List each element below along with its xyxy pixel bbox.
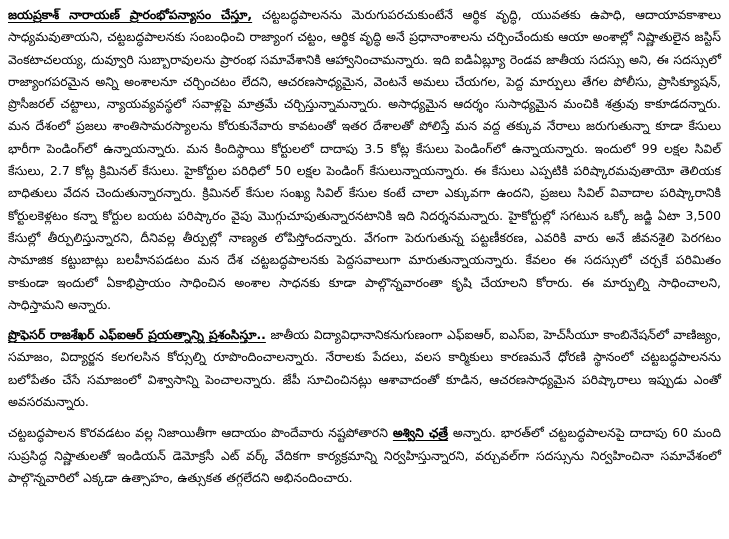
paragraph-body: చట్టబద్ధపాలనను మెరుగుపరచుకుంటేనే ఆర్థిక వృద్ధి, యువతకు ఉపాధి, ఆదాయావకాశాలు సాధ్యమవుతాయని, చట్టబద్ధపాలనకు సంబంధించి రాజ్యాంగ చట్టం, ఆర్థిక వృద్ధి అనే ప్రధానాంశాలను చర్చించేందుకు ఆయా అంశాల్లో నిష్ణాతులైన జస్టిస్ వెంకటాచలయ్య, దువ్వూరి సుబ్బారావులను ప్రారంభ సమావేశానికి ఆహ్వానించామన్నారు. ఇది ఐడిఏబ్ల్యూ రెండవ జాతీయ సదస్సు అని, ఈ సదస్సులో రాజ్యాంగపరమైన అన్ని అంశాలనూ చర్చించటం లేదని, ఆచరణసాధ్యమైన, వెంటనే అమలు చేయగల, పెద్ద మార్పులు తేగల పోలీసు, ప్రాసిక్యూషన్, ప్రొసీజరల్ చట్టాలు, న్యాయవ్యవస్థలో సవాళ్లపై మాత్రమే చర్చిస్తున్నామన్నారు. అసాధ్యమైన ఆదర్శం సుసాధ్యమైన మంచికి శత్రువు కాకూడదన్నారు. మన దేశంలో ప్రజలు శాంతిసామరస్యాలను కోరుకునేవారు కావటంతో ఇతర దేశాలతో పోలిస్తే మన వద్ద తక్కువ నేరాలు జరుగుతున్నా కూడా కేసులు భారీగా పెండింగ్‌లో ఉన్నాయన్నారు. మన కిందిస్థాయి కోర్టులలో దాదాపు 3.5 కోట్ల కేసులు పెండింగ్‌లో ఉన్నాయన్నారు. ఇందులో 99 లక్షల సివిల్ కేసులు, 2.7 కోట్ల క్రిమినల్ కేసులు. హైకోర్టుల పరిధిలో 50 లక్షల పెండింగ్ కేసులున్నాయన్నారు. ఈ కేసులు ఎప్పటికి పరిష్కారమవుతాయో తెలియక బాధితులు వేదన చెందుతున్నారన్నారు. క్రిమినల్ కేసుల సంఖ్య సివిల్ కేసుల కంటే చాలా ఎక్కువగా ఉందని, ప్రజలు సివిల్ వివాదాల పరిష్కారానికి కోర్టులకెళ్లటం కన్నా కోర్టుల బయట పరిష్కారం వైపు మొగ్గుచూపుతున్నారనటానికి ఇది నిదర్శనమన్నారు. హైకోర్టుల్లో సగటున ఒక్కో జడ్జి ఏటా 3,500 కేసుల్లో తీర్పులిస్తున్నారని, దీనివల్ల తీర్పుల్లో నాణ్యత లోపిస్తోందన్నారు. వేగంగా పెరుగుతున్న పట్టణీకరణ, ఎవరికి వారు అనే జీవనశైలి పెరగటం సామాజిక కట్టుబాట్లు బలహీనపడటం మన దేశ చట్టబద్ధపాలనకు పెద్దసవాలుగా మారుతున్నాయన్నారు. కేవలం ఈ సదస్సులో చర్చకే పరిమితం కాకుండా ఇందులో ఏకాభిప్రాయం సాధించిన అంశాల సాధనకు కూడా పాల్గొన్నవారంతా కృషి చేయాలని కోరారు. ఈ మార్పుల్ని సాధించాలని, సాధిస్తామని అన్నారు. — [8, 7, 721, 312]
paragraph-jp-address — [8, 4, 721, 316]
speaker-name: అశ్విని ఛత్రే — [392, 425, 449, 441]
paragraph-rajasekhar — [8, 324, 721, 413]
paragraph-lead: జయప్రకాశ్ నారాయణ్ ప్రారంభోపన్యాసం చేస్తూ, — [8, 7, 253, 22]
paragraph-body: అన్నారు. భారత్‌లో చట్టబద్ధపాలనపై దాదాపు 60 మంది సుప్రసిద్ధ నిష్ణాతులతో ఇండియన్ డెమోక్రసీ ఎట్ వర్క్ వేదికగా కార్యక్రమాన్ని నిర్వహిస్తున్నారని, వర్చువల్‌గా సదస్సును నిర్వహించినా సమావేశంలో పాల్గొన్నవారిలో ఎక్కడా ఉత్సాహం, ఉత్సుకత తగ్గలేదని అభినందించారు. — [8, 425, 721, 485]
paragraph-lead: ప్రొఫెసర్ రాజశేఖర్ ఎఫ్ఐఆర్ ప్రయత్నాన్ని ప్రశంసిస్తూ.. — [8, 327, 266, 343]
paragraph-body: జాతీయ విద్యావిధానానికనుగుణంగా ఎఫ్ఐఆర్, ఐఎస్ఐ, హెచ్‌సీయూ కాంబినేషన్‌లో వాణిజ్యం, సమాజం, విద్యార్జన కలగలసిన కోర్సుల్ని రూపొందించాలన్నారు. నేరాలకు పేదలు, వలస కార్మికులు కారణమనే ధోరణి స్థానంలో చట్టబద్ధపాలనను బలోపేతం చేసే సమాజంలో విశ్వాసాన్ని పెంచాలన్నారు. జేపీ సూచించినట్లు ఆశావాదంతో కూడిన, ఆచరణసాధ్యమైన పరిష్కారాలు ఇప్పుడు ఎంతో అవసరమన్నారు. — [8, 327, 721, 410]
paragraph-pre: చట్టబద్ధపాలన కొరవడటం వల్ల నిజాయితీగా ఆదాయం పొందేవారు నష్టపోతారని — [8, 425, 393, 441]
paragraph-ashwini — [8, 422, 721, 489]
